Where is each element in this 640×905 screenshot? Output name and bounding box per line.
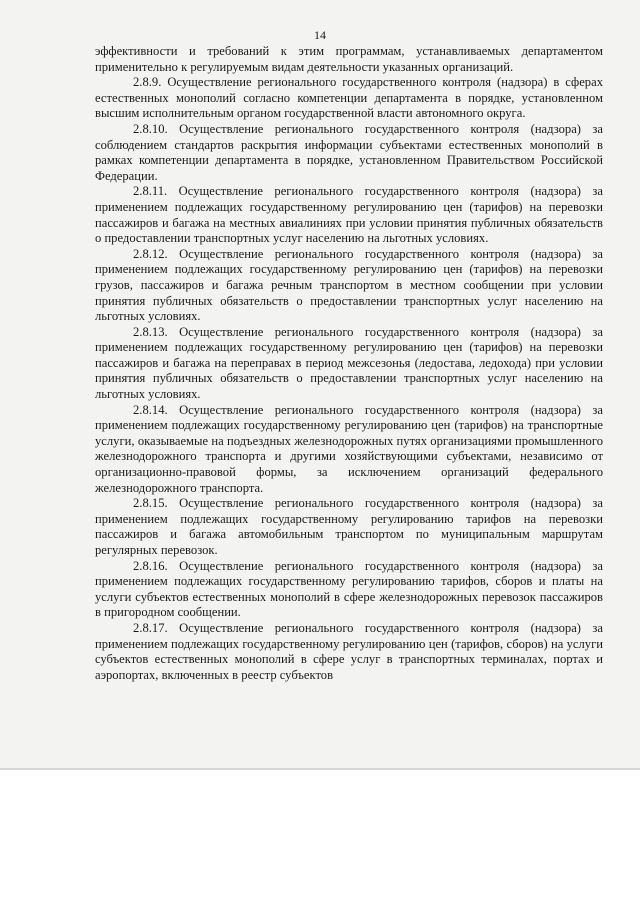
document-body bbox=[95, 44, 603, 683]
paragraph-2-8-9: 2.8.9. Осуществление регионального государственного контроля (надзора) в сферах естественных монополий согласно компетенции департамента в порядке, установленном высшим исполнительным органом государственной власти автономного округа. bbox=[95, 75, 603, 121]
paragraph-2-8-14: 2.8.14. Осуществление регионального государственного контроля (надзора) за применением подлежащих государственному регулированию цен (тарифов) на транспортные услуги, оказываемые на подъездных железнодорожных путях организациями промышленного железнодорожного транспорта и другими хозяйствующими субъектами, независимо от организационно-правовой формы, за исключением организаций федерального железнодорожного транспорта. bbox=[95, 402, 603, 495]
paragraph-2-8-12: 2.8.12. Осуществление регионального государственного контроля (надзора) за применением подлежащих государственному регулированию цен (тарифов) на перевозки грузов, пассажиров и багажа речным транспортом в местном сообщении при условии принятия публичных обязательств о предоставлении транспортных услуг населению на льготных условиях. bbox=[95, 246, 603, 324]
page-number: 14 bbox=[314, 28, 326, 42]
blank-margin bbox=[0, 770, 640, 905]
paragraph-continuation: эффективности и требований к этим программам, устанавливаемых департаментом применительно к регулируемым видам деятельности указанных организаций. bbox=[95, 44, 603, 74]
paragraph-2-8-16: 2.8.16. Осуществление регионального государственного контроля (надзора) за применением подлежащих государственному регулированию тарифов, сборов и платы на услуги субъектов естественных монополий в сфере железнодорожных перевозок пассажиров в пригородном сообщении. bbox=[95, 558, 603, 620]
paragraph-2-8-17: 2.8.17. Осуществление регионального государственного контроля (надзора) за применением подлежащих государственному регулированию цен (тарифов, сборов) на услуги субъектов естественных монополий в сфере услуг в транспортных терминалах, портах и аэропортах, включенных в реестр субъектов bbox=[95, 620, 603, 682]
paragraph-2-8-15: 2.8.15. Осуществление регионального государственного контроля (надзора) за применением подлежащих государственному регулированию тарифов на перевозки пассажиров и багажа автомобильным транспортом по муниципальным маршрутам регулярных перевозок. bbox=[95, 496, 603, 557]
paragraph-2-8-10: 2.8.10. Осуществление регионального государственного контроля (надзора) за соблюдением стандартов раскрытия информации субъектами естественных монополий в рамках компетенции департамента в порядке, установленном Правительством Российской Федерации. bbox=[95, 121, 603, 183]
paragraph-2-8-13: 2.8.13. Осуществление регионального государственного контроля (надзора) за применением подлежащих государственному регулированию цен (тарифов) на перевозки пассажиров и багажа на переправах в период межсезонья (ледостава, ледохода) при условии принятия публичных обязательств о предоставлении транспортных услуг населению на льготных условиях. bbox=[95, 324, 603, 402]
paragraph-2-8-11: 2.8.11. Осуществление регионального государственного контроля (надзора) за применением подлежащих государственному регулированию цен (тарифов) на перевозки пассажиров и багажа на местных авиалиниях при условии принятия публичных обязательств о предоставлении транспортных услуг населению на льготных условиях. bbox=[95, 184, 603, 246]
